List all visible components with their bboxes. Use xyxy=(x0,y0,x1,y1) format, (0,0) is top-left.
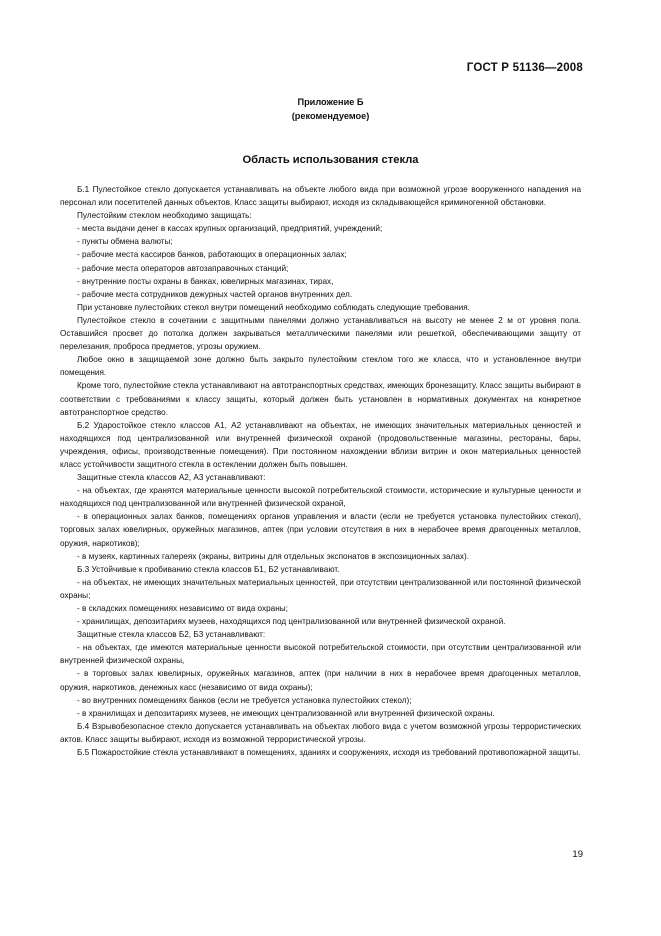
page-number: 19 xyxy=(572,849,583,860)
list-item: - в торговых залах ювелирных, оружейных магазинов, аптек (при наличии в них в нерабочее время драгоценных металлов, оружия, наркотиков, денежных касс (независимо от вида охраны); xyxy=(60,669,581,692)
list-item: - на объектах, где имеются материальные ценности высокой потребительской стоимости, при отсутствии централизованной или внутренней физической охраны, xyxy=(60,643,581,666)
list-item: - места выдачи денег в кассах крупных организаций, предприятий, учреждений; xyxy=(77,224,383,234)
list-item: - в складских помещениях независимо от вида охраны; xyxy=(77,604,288,613)
paragraph: Защитные стекла классов А2, А3 устанавливают: xyxy=(77,473,266,483)
list-item: - рабочие места операторов автозаправочных станций; xyxy=(77,263,289,273)
list-item: - внутренние посты охраны в банках, ювелирных магазинах, тирах, xyxy=(77,276,334,286)
list-item: - рабочие места сотрудников дежурных частей органов внутренних дел. xyxy=(77,289,353,299)
list-item: - на объектах, не имеющих значительных материальных ценностей, при отсутствии централизованной или постоянной физической охраны; xyxy=(60,577,581,600)
list-item: - пункты обмена валюты; xyxy=(77,237,173,247)
list-item: - во внутренних помещениях банков (если не требуется установка пулестойких стекол); xyxy=(77,695,412,705)
paragraph: Пулестойкое стекло в сочетании с защитными панелями должно устанавливаться на высоту не менее 2 м от уровня пола. Оставшийся просвет до потолка должен закрываться металлическими панелями или решеткой, обеспечивающими защиту от перелезания, проброса предметов, угрозы оружием. xyxy=(60,315,581,352)
list-item: - в операционных залах банков, помещениях органов управления и власти (если не требуется установка пулестойких стекол), торговых залах ювелирных, оружейных магазинов, аптек (при условии отсутствия в них в нерабочее время драгоценных металлов, оружия, наркотиков); xyxy=(60,512,581,548)
body-text xyxy=(60,183,581,759)
appendix-label: Приложение Б xyxy=(297,97,364,107)
paragraph: Защитные стекла классов Б2, Б3 устанавливают: xyxy=(77,630,266,640)
paragraph: Б.3 Устойчивые к пробиванию стекла классов Б1, Б2 устанавливают. xyxy=(77,564,340,574)
document-code: ГОСТ Р 51136—2008 xyxy=(466,62,583,74)
list-item: - в музеях, картинных галереях (экраны, витрины для отдельных экспонатов в экспозиционных залах). xyxy=(77,551,469,561)
list-item: - в хранилищах и депозитариях музеев, не имеющих централизованной или внутренней физической охраны. xyxy=(77,708,495,718)
paragraph: Любое окно в защищаемой зоне должно быть закрыто пулестойким стеклом того же класса, что и установленное внутри помещения. xyxy=(60,355,581,378)
paragraph: Пулестойким стеклом необходимо защищать: xyxy=(77,211,252,221)
list-item: - хранилищах, депозитариях музеев, находящихся под централизованной или внутренней физической охраной. xyxy=(77,617,506,627)
section-title: Область использования стекла xyxy=(242,154,419,166)
paragraph: При установке пулестойких стекол внутри помещений необходимо соблюдать следующие требования. xyxy=(77,302,470,312)
paragraph: Б.1 Пулестойкое стекло допускается устанавливать на объекте любого вида при возможной угрозе вооруженного нападения на персонал или посетителей данных объектов. Класс защиты выбирают, исходя из складывающейся криминогенной обстановки. xyxy=(60,185,581,208)
paragraph: Кроме того, пулестойкие стекла устанавливают на автотранспортных средствах, имеющих бронезащиту. Класс защиты выбирают в соответствии с требованиями к классу защиты, который должен быть установлен в нормативных документах на конкретное автотранспортное средство. xyxy=(60,381,581,417)
paragraph: Б.4 Взрывобезопасное стекло допускается устанавливать на объектах любого вида с учетом возможной угрозы террористических актов. Класс защиты выбирают, исходя из возможной террористической угрозы. xyxy=(60,721,581,744)
list-item: - рабочие места кассиров банков, работающих в операционных залах; xyxy=(77,250,347,260)
list-item: - на объектах, где хранятся материальные ценности высокой потребительской стоимости, исторические и культурные ценности и находящихся под централизованной или внутренней физической охраной, xyxy=(60,486,581,509)
appendix-status: (рекомендуемое) xyxy=(291,111,370,121)
paragraph: Б.5 Пожаростойкие стекла устанавливают в помещениях, зданиях и сооружениях, исходя из требований противопожарной защиты. xyxy=(77,748,581,758)
paragraph: Б.2 Ударостойкое стекло классов А1, А2 устанавливают на объектах, не имеющих значительных материальных ценностей и находящихся под централизованной или внутренней физической охраной (продовольственные магазины, рестораны, бары, учреждения, офисы, производственные помещения). При постоянном нахождении вблизи витрин и окон материальных ценностей класс устойчивости защитного стекла в остеклении должен быть повышен. xyxy=(60,420,581,469)
appendix-heading xyxy=(0,95,661,123)
